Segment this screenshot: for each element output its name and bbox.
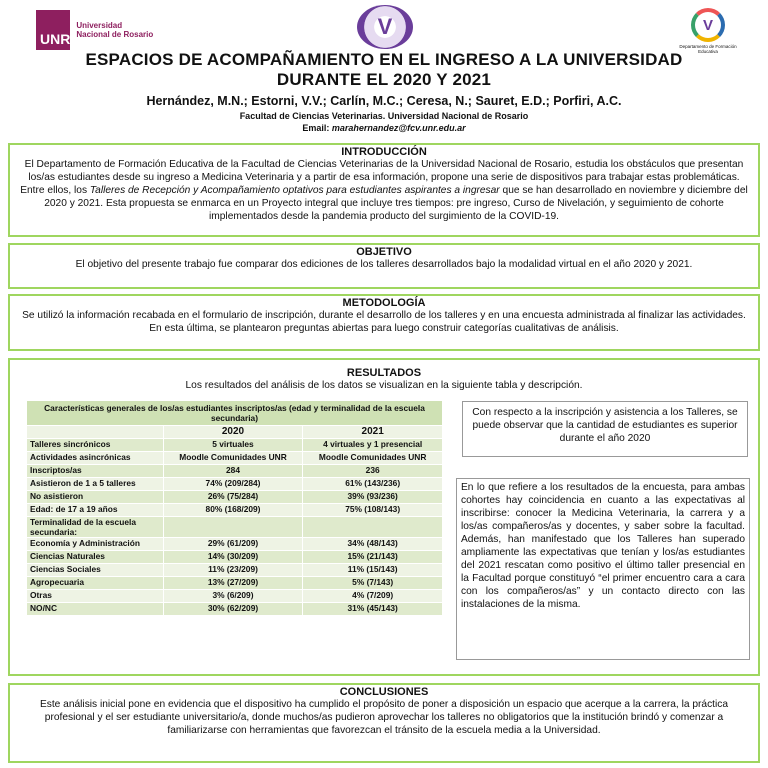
value-2021: 11% (15/143) bbox=[303, 564, 443, 577]
value-2020: 29% (61/209) bbox=[163, 538, 303, 551]
value-2020: 3% (6/209) bbox=[163, 590, 303, 603]
value-2020: 13% (27/209) bbox=[163, 577, 303, 590]
value-2020: Moodle Comunidades UNR bbox=[163, 452, 303, 465]
value-2020: 74% (209/284) bbox=[163, 478, 303, 491]
methodology-title: METODOLOGÍA bbox=[342, 297, 426, 309]
value-2021 bbox=[303, 517, 443, 538]
dfe-logo-ring bbox=[691, 8, 725, 42]
table-caption-row bbox=[27, 401, 443, 426]
results-panel bbox=[8, 358, 760, 676]
methodology-panel bbox=[8, 294, 760, 351]
introduction-panel bbox=[8, 143, 760, 237]
row-label: Actividades asincrónicas bbox=[27, 452, 164, 465]
introduction-text-part2: que se han desarrollado en noviembre y diciembre del 2020 y 2021. Esta propuesta se enmarca en un Proyecto integral que incluye tres tiempos: pre ingreso, Curso de Nivelación, y seguimiento de cohorte implementados desde la pandemia producto del surgimiento de la COVID-19. bbox=[44, 185, 748, 222]
dfe-logo-letter: V bbox=[702, 16, 713, 34]
value-2021: 5% (7/143) bbox=[303, 577, 443, 590]
table-row bbox=[27, 452, 443, 465]
dfe-logo bbox=[676, 8, 740, 54]
conclusions-panel bbox=[8, 683, 760, 763]
table-header-row bbox=[27, 426, 443, 439]
row-label: NO/NC bbox=[27, 603, 164, 616]
value-2021: 15% (21/143) bbox=[303, 551, 443, 564]
row-label: Terminalidad de la escuela secundaria: bbox=[27, 517, 164, 538]
row-label: Ciencias Naturales bbox=[27, 551, 164, 564]
conclusions-title: CONCLUSIONES bbox=[339, 686, 429, 698]
value-2020: 80% (168/209) bbox=[163, 504, 303, 517]
results-summary-box: Con respecto a la inscripción y asistencia a los Talleres, se puede observar que la cantidad de estudiantes es superior durante el año 2020 bbox=[462, 401, 748, 457]
value-2021: 31% (45/143) bbox=[303, 603, 443, 616]
row-label: Talleres sincrónicos bbox=[27, 439, 164, 452]
value-2021: 236 bbox=[303, 465, 443, 478]
objective-panel bbox=[8, 243, 760, 289]
table-row bbox=[27, 439, 443, 452]
table-header-empty bbox=[27, 426, 164, 439]
faculty-seal bbox=[357, 5, 413, 49]
results-survey-box: En lo que refiere a los resultados de la encuesta, para ambas cohortes hay coincidencia en cuanto a las expectativas al inscribirse: conocer la Medicina Veterinaria, la carrera y a los/as compañeros/as y docentes, y saber sobre la facultad. Además, han manifestado que los Talleres han superado ampliamente las expectativas que tenían y los/as estudiantes del 2021 rescatan como positivo el último taller presencial en la Facultad porque constituyó “el primer encuentro cara a cara con los compañeros/as” y un contacto directo con las instalaciones de la misma. bbox=[456, 478, 750, 660]
value-2020: 11% (23/209) bbox=[163, 564, 303, 577]
table-header-2020: 2020 bbox=[163, 426, 303, 439]
table-row bbox=[27, 478, 443, 491]
value-2020: 26% (75/284) bbox=[163, 491, 303, 504]
value-2020 bbox=[163, 517, 303, 538]
table-row bbox=[27, 564, 443, 577]
faculty-seal-letter: V bbox=[377, 14, 393, 39]
value-2020: 5 virtuales bbox=[163, 439, 303, 452]
value-2021: 4% (7/209) bbox=[303, 590, 443, 603]
objective-text: El objetivo del presente trabajo fue comparar dos ediciones de los talleres desarrollados bajo la modalidad virtual en el año 2020 y 2021. bbox=[75, 259, 693, 270]
row-label: Ciencias Sociales bbox=[27, 564, 164, 577]
affiliation: Facultad de Ciencias Veterinarias. Universidad Nacional de Rosario bbox=[239, 111, 529, 121]
table-row bbox=[27, 551, 443, 564]
results-intro: Los resultados del análisis de los datos se visualizan en la siguiente tabla y descripción. bbox=[185, 380, 583, 391]
results-title: RESULTADOS bbox=[346, 367, 422, 379]
value-2021: 34% (48/143) bbox=[303, 538, 443, 551]
unr-logo-text: Universidad Nacional de Rosario bbox=[76, 21, 154, 39]
table-body bbox=[27, 439, 443, 616]
conclusions-text: Este análisis inicial pone en evidencia que el dispositivo ha cumplido el propósito de poner a disposición un espacio que acerque a la carrera, la práctica profesional y el ser estudiante universitario/a, donde muchos/as pudieron aprovechar los talleres no obligatorios que la institución brindó y comenzar a familiarizarse con herramientas que favorezcan el tránsito de la escuela media a la Universidad. bbox=[39, 699, 729, 736]
row-label: Edad: de 17 a 19 años bbox=[27, 504, 164, 517]
value-2020: 14% (30/209) bbox=[163, 551, 303, 564]
value-2021: Moodle Comunidades UNR bbox=[303, 452, 443, 465]
row-label: Economía y Administración bbox=[27, 538, 164, 551]
email-label: Email: bbox=[302, 123, 330, 133]
results-table bbox=[26, 400, 443, 616]
row-label: Inscriptos/as bbox=[27, 465, 164, 478]
value-2021: 75% (108/143) bbox=[303, 504, 443, 517]
row-label: No asistieron bbox=[27, 491, 164, 504]
unr-logo-mark: UNR bbox=[36, 10, 70, 50]
table-row bbox=[27, 465, 443, 478]
contact-email bbox=[40, 123, 728, 133]
unr-logo bbox=[36, 10, 154, 50]
dfe-logo-caption: Departamento de Formación Educativa bbox=[679, 44, 737, 54]
table-row bbox=[27, 577, 443, 590]
poster-header bbox=[0, 0, 768, 140]
table-row bbox=[27, 504, 443, 517]
authors: Hernández, M.N.; Estorni, V.V.; Carlín, M.C.; Ceresa, N.; Sauret, E.D.; Porfiri, A.C. bbox=[146, 94, 622, 108]
table-row bbox=[27, 603, 443, 616]
table-row bbox=[27, 491, 443, 504]
introduction-text-part1: El Departamento de Formación Educativa de la Facultad de Ciencias Veterinarias de la Universidad Nacional de Rosario, estudia los obstáculos que presentan los/as estudiantes desde su ingreso a Medicina Veterinaria y a partir de esa información, propone una serie de dispositivos para trabajar estas problemáticas. Entre ellos, los bbox=[20, 159, 744, 196]
introduction-title: INTRODUCCIÓN bbox=[341, 146, 427, 158]
row-label: Asistieron de 1 a 5 talleres bbox=[27, 478, 164, 491]
value-2021: 39% (93/236) bbox=[303, 491, 443, 504]
table-header-2021: 2021 bbox=[303, 426, 443, 439]
value-2020: 30% (62/209) bbox=[163, 603, 303, 616]
methodology-text: Se utilizó la información recabada en el formulario de inscripción, durante el desarrollo de los talleres y en una encuesta administrada al finalizar las actividades. En esta última, se plantearon preguntas abiertas para luego construir categorías cualitativas de análisis. bbox=[22, 310, 746, 334]
table-row bbox=[27, 590, 443, 603]
introduction-text-italic: Talleres de Recepción y Acompañamiento optativos para estudiantes aspirantes a ingresar bbox=[89, 185, 500, 196]
value-2020: 284 bbox=[163, 465, 303, 478]
table-row bbox=[27, 517, 443, 538]
introduction-text bbox=[18, 158, 750, 223]
objective-title: OBJETIVO bbox=[356, 246, 412, 258]
value-2021: 4 virtuales y 1 presencial bbox=[303, 439, 443, 452]
row-label: Otras bbox=[27, 590, 164, 603]
poster-title: ESPACIOS DE ACOMPAÑAMIENTO EN EL INGRESO A LA UNIVERSIDAD DURANTE EL 2020 Y 2021 bbox=[85, 50, 683, 89]
row-label: Agropecuaria bbox=[27, 577, 164, 590]
table-caption: Características generales de los/as estudiantes inscriptos/as (edad y terminalidad de la escuela secundaria) bbox=[27, 401, 443, 426]
value-2021: 61% (143/236) bbox=[303, 478, 443, 491]
email-address: marahernandez@fcv.unr.edu.ar bbox=[331, 123, 466, 133]
table-row bbox=[27, 538, 443, 551]
